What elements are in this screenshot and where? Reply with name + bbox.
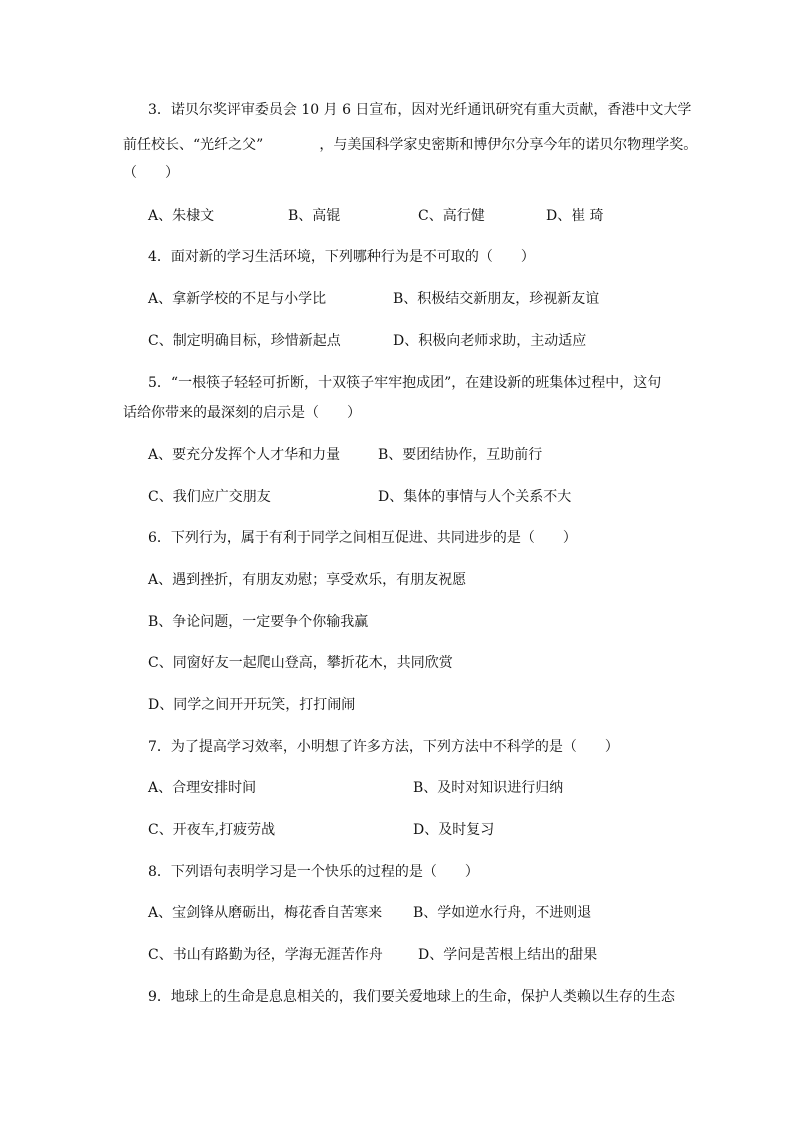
q8-option-b: B、学如逆水行舟，不进则退 bbox=[413, 905, 592, 921]
q6-option-c: C、同窗好友一起爬山登高，攀折花木，共同欣赏 bbox=[148, 655, 453, 671]
q3-option-d: D、崔 琦 bbox=[546, 208, 604, 224]
q4-option-d: D、积极向老师求助，主动适应 bbox=[393, 333, 587, 349]
q7-option-a: A、合理安排时间 bbox=[148, 780, 257, 796]
q7-option-b: B、及时对知识进行归纳 bbox=[413, 780, 564, 796]
q7-option-d: D、及时复习 bbox=[413, 822, 495, 838]
q6-option-a: A、遇到挫折，有朋友劝慰；享受欢乐，有朋友祝愿 bbox=[148, 572, 467, 588]
q4-option-c: C、制定明确目标，珍惜新起点 bbox=[148, 333, 341, 349]
q8-stem: 8．下列语句表明学习是一个快乐的过程的是（ ） bbox=[148, 864, 479, 880]
q5-option-a: A、要充分发挥个人才华和力量 bbox=[148, 447, 341, 463]
q3-option-b: B、高锟 bbox=[288, 208, 341, 224]
q5-stem-line2: 话给你带来的最深刻的启示是（ ） bbox=[123, 405, 361, 421]
q7-stem: 7．为了提高学习效率，小明想了许多方法，下列方法中不科学的是（ ） bbox=[148, 739, 619, 755]
q8-option-a: A、宝剑锋从磨砺出，梅花香自苦寒来 bbox=[148, 905, 383, 921]
q6-option-b: B、争论问题，一定要争个你输我赢 bbox=[148, 614, 369, 630]
q4-option-b: B、积极结交新朋友，珍视新友谊 bbox=[393, 291, 600, 307]
q6-option-d: D、同学之间开开玩笑，打打闹闹 bbox=[148, 697, 356, 713]
q4-stem: 4．面对新的学习生活环境，下列哪种行为是不可取的（ ） bbox=[148, 249, 535, 265]
q8-option-c: C、书山有路勤为径，学海无涯苦作舟 bbox=[148, 947, 383, 963]
q8-option-d: D、学问是苦根上结出的甜果 bbox=[418, 947, 598, 963]
q7-option-c: C、开夜车,打疲劳战 bbox=[148, 822, 276, 838]
q5-option-d: D、集体的事情与人个关系不大 bbox=[378, 489, 572, 505]
q9-stem-line1: 9．地球上的生命是息息相关的，我们要关爱地球上的生命，保护人类赖以生存的生态 bbox=[148, 989, 675, 1005]
q3-answer-blank: （ ） bbox=[123, 165, 179, 181]
q3-stem-line2: 前任校长、“光纤之父” ，与美国科学家史密斯和博伊尔分享今年的诺贝尔物理学奖。 bbox=[123, 137, 698, 153]
q5-option-c: C、我们应广交朋友 bbox=[148, 489, 271, 505]
q3-stem-line1: 3．诺贝尔奖评审委员会 10 月 6 日宣布，因对光纤通讯研究有重大贡献，香港中文大学 bbox=[148, 102, 692, 118]
q3-option-c: C、高行健 bbox=[418, 208, 485, 224]
q5-option-b: B、要团结协作，互助前行 bbox=[378, 447, 543, 463]
q4-option-a: A、拿新学校的不足与小学比 bbox=[148, 291, 327, 307]
q3-option-a: A、朱棣文 bbox=[148, 208, 215, 224]
q5-stem-line1: 5．“一根筷子轻轻可折断，十双筷子牢牢抱成团”，在建设新的班集体过程中，这句 bbox=[148, 375, 662, 391]
q6-stem: 6．下列行为，属于有利于同学之间相互促进、共同进步的是（ ） bbox=[148, 530, 577, 546]
